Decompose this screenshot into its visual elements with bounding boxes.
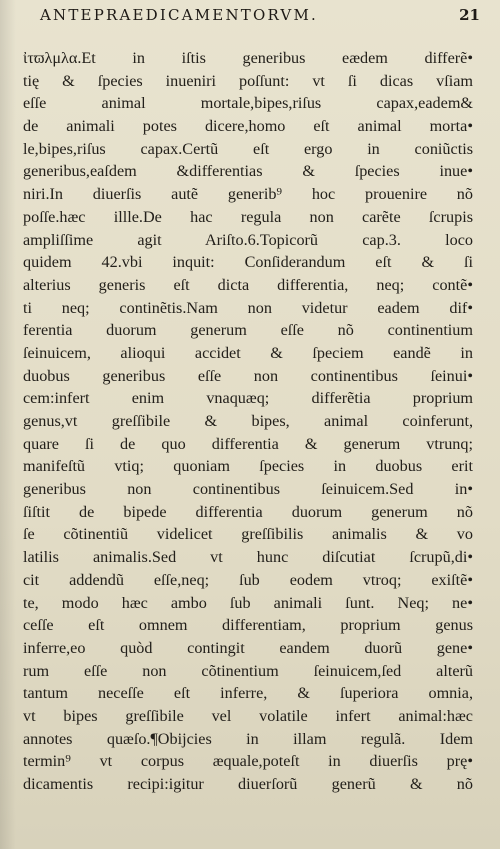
text-line: ampliſſime agit Ariſto.6.Topicorũ cap.3. loco (23, 230, 473, 249)
running-title: ANTEPRAEDICAMENTORVM. (40, 6, 318, 24)
text-line: ſiſtit de bipede differentia duorum generum nõ (23, 502, 473, 521)
text-line: alterius generis eſt dicta differentia, neq; contẽ• (23, 275, 473, 294)
text-line: niri.In diuerſis autẽ generib⁹ hoc prouenire nõ (23, 185, 473, 204)
text-line: cem:infert enim vnaquæq; differẽtia proprium (23, 389, 473, 408)
page-number: 21 (459, 6, 480, 24)
text-line: termin⁹ vt corpus æquale,poteſt in diuerſis prę• (23, 752, 473, 771)
text-line: manifeſtũ vtiq; quoniam ſpecies in duobus erit (23, 457, 473, 476)
text-line: ἰτϖλμλα.Et in iſtis generibus eædem differẽ• (23, 49, 473, 67)
text-line: annotes quæſo.¶Obijcies in illam regulã. Idem (23, 729, 473, 748)
text-line: le,bipes,riſus capax.Certũ eſt ergo in coniũctis (23, 139, 473, 158)
text-line: quare ſi de quo differentia & generum vtrunq; (23, 434, 473, 453)
text-line: ti neq; continẽtis.Nam non videtur eadem dif• (23, 298, 473, 317)
text-line: eſſe animal mortale,bipes,riſus capax,eadem& (23, 94, 473, 113)
text-line: te, modo hæc ambo ſub animali ſunt. Neq; ne• (23, 593, 473, 612)
text-line: ſe cõtinentiũ videlicet greſſibilis animalis & vo (23, 525, 473, 544)
running-head (40, 6, 480, 32)
text-line: inferre,eo quòd contingit eandem duorũ gene• (23, 638, 473, 657)
text-line: poſſe.hæc illle.De hac regula non carẽte ſcrupis (23, 207, 473, 226)
body-text (23, 47, 473, 796)
text-line: de animali potes dicere,homo eſt animal morta• (23, 117, 473, 136)
text-line: quidem 42.vbi inquit: Conſiderandum eſt & ſi (23, 253, 473, 272)
text-line: ceſſe eſt omnem differentiam, proprium genus (23, 616, 473, 635)
text-line: tię & ſpecies inueniri poſſunt: vt ſi dicas vſiam (23, 71, 473, 90)
text-line: generibus,eaſdem &differentias & ſpecies inue• (23, 162, 473, 181)
text-line: cit addendũ eſſe,neq; ſub eodem vtroq; exiſtẽ• (23, 570, 473, 589)
text-line: ſeinuicem, alioqui accidet & ſpeciem eandẽ in (23, 343, 473, 362)
text-line: tantum neceſſe eſt inferre, & ſuperiora omnia, (23, 684, 473, 703)
text-line: genus,vt greſſibile & bipes, animal coinferunt, (23, 412, 473, 430)
text-line: generibus non continentibus ſeinuicem.Sed in• (23, 480, 473, 499)
text-line: rum eſſe non cõtinentium ſeinuicem,ſed alterũ (23, 661, 473, 680)
text-line: ferentia duorum generum eſſe nõ continentium (23, 321, 473, 340)
text-line: duobus generibus eſſe non continentibus ſeinui• (23, 366, 473, 385)
text-line: latilis animalis.Sed vt hunc diſcutiat ſcrupũ,di• (23, 548, 473, 567)
text-line: dicamentis recipi:igitur diuerſorũ generũ & nõ (23, 775, 473, 793)
text-line: vt bipes greſſibile vel volatile infert animal:hæc (23, 706, 473, 725)
